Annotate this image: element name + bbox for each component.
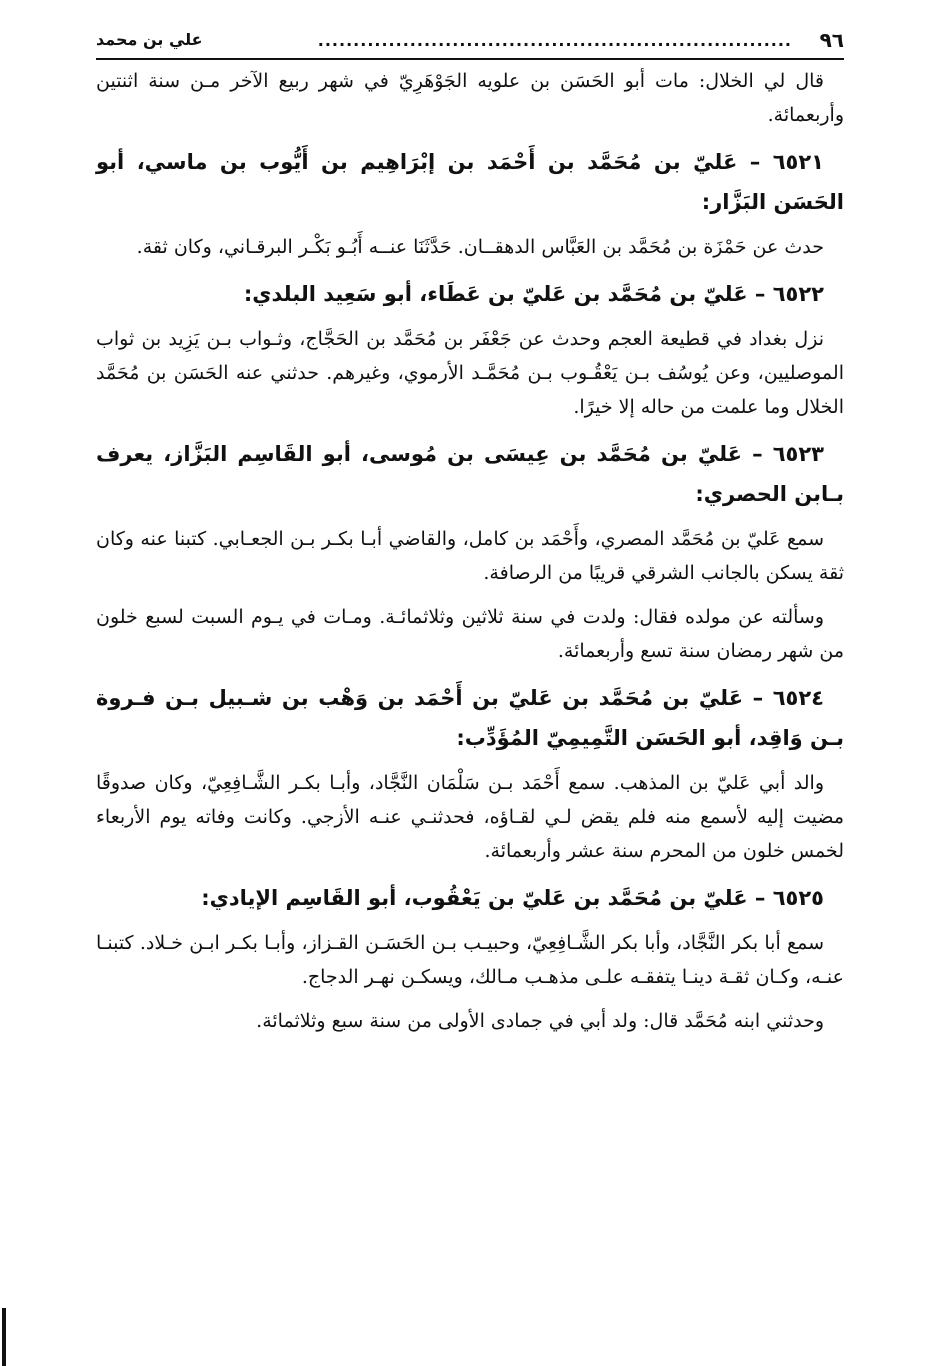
running-title: علي بن محمد — [96, 30, 203, 49]
paragraph-intro: قال لي الخلال: مات أبو الحَسَن بن علويه الجَوْهَرِيّ في شهر ربيع الآخر مـن سنة اثنتين وأربعمائة. — [96, 70, 844, 126]
dot-leader: ................................................................... — [317, 31, 792, 50]
entry-text-6523-b: وسألته عن مولده فقال: ولدت في سنة ثلاثين وثلاثمائـة. ومـات في يـوم السبت لسبع خلون من شهر رمضان سنة تسع وأربعمائة. — [96, 606, 844, 662]
entry-heading-6524: ٦٥٢٤ – عَليّ بن مُحَمَّد بن عَليّ بن أَحْمَد بن وَهْب بن شـبيل بـن فـروة بـن وَاقِد، أبو الحَسَن التَّمِيمِيّ المُؤَدِّب: — [96, 686, 844, 750]
entry-text-6521: حدث عن حَمْزَة بن مُحَمَّد بن العَبَّاس الدهقــان. حَدَّثَنَا عنــه أَبُـو بَكْـر البرقـاني، وكان ثقة. — [136, 236, 824, 258]
header-divider — [96, 58, 844, 60]
entry-text-6524: والد أبي عَليّ بن المذهب. سمع أَحْمَد بـن سَلْمَان النَّجَّاد، وأبـا بكـر الشَّـافِعِيّ، وكان صدوقًا مضيت إليه لأسمع منه فلم يقض لـي لقـاؤه، فحدثنـي عنـه الأزجي. وكانت وفاته يوم الأربعاء لخمس خلون من المحرم سنة عشر وأربعمائة. — [96, 772, 844, 862]
page-body — [96, 64, 844, 1048]
binding-edge-mark — [2, 1308, 6, 1366]
entry-heading-6523: ٦٥٢٣ – عَليّ بن مُحَمَّد بن عِيسَى بن مُوسى، أبو القَاسِم البَزَّاز، يعرف بـابن الحصري: — [96, 442, 844, 506]
entry-text-6522: نزل بغداد في قطيعة العجم وحدث عن جَعْفَر بن مُحَمَّد بن الحَجَّاج، وثـواب بـن يَزِيد بن ثواب الموصليين، وعن يُوسُف بـن يَعْقُـوب بـن مُحَمَّـد الأرموي، وغيرهم. حدثني عنه الحَسَن بن مُحَمَّد الخلال وما علمت من حاله إلا خيرًا. — [96, 328, 844, 418]
entry-heading-6525: ٦٥٢٥ – عَليّ بن مُحَمَّد بن عَليّ بن يَعْقُوب، أبو القَاسِم الإيادي: — [201, 886, 824, 910]
page-number: ٩٦ — [819, 28, 844, 52]
entry-heading-6521: ٦٥٢١ – عَليّ بن مُحَمَّد بن أَحْمَد بن إبْرَاهِيم بن أَيُّوب بن ماسي، أبو الحَسَن البَزَّار: — [96, 150, 844, 214]
entry-text-6525-a: سمع أبا بكر النَّجَّاد، وأبا بكر الشَّـافِعِيّ، وحبيـب بـن الحَسَـن القـزاز، وأبـا بكـر ابـن خـلاد. كتبنـا عنـه، وكـان ثقـة دينـا يتفقـه علـى مذهـب مـالك، ويسكـن نهـر الدجاج. — [96, 932, 844, 988]
entry-heading-6522: ٦٥٢٢ – عَليّ بن مُحَمَّد بن عَليّ بن عَطَاء، أبو سَعِيد البلدي: — [243, 282, 824, 306]
entry-text-6523-a: سمع عَليّ بن مُحَمَّد المصري، وأَحْمَد بن كامل، والقاضي أبـا بكـر بـن الجعـابي. كتبنا عنه وكان ثقة يسكن بالجانب الشرقي قريبًا من الرصافة. — [96, 528, 844, 584]
page-header — [96, 26, 844, 60]
entry-text-6525-b: وحدثني ابنه مُحَمَّد قال: ولد أبي في جمادى الأولى من سنة سبع وثلاثمائة. — [256, 1010, 824, 1032]
